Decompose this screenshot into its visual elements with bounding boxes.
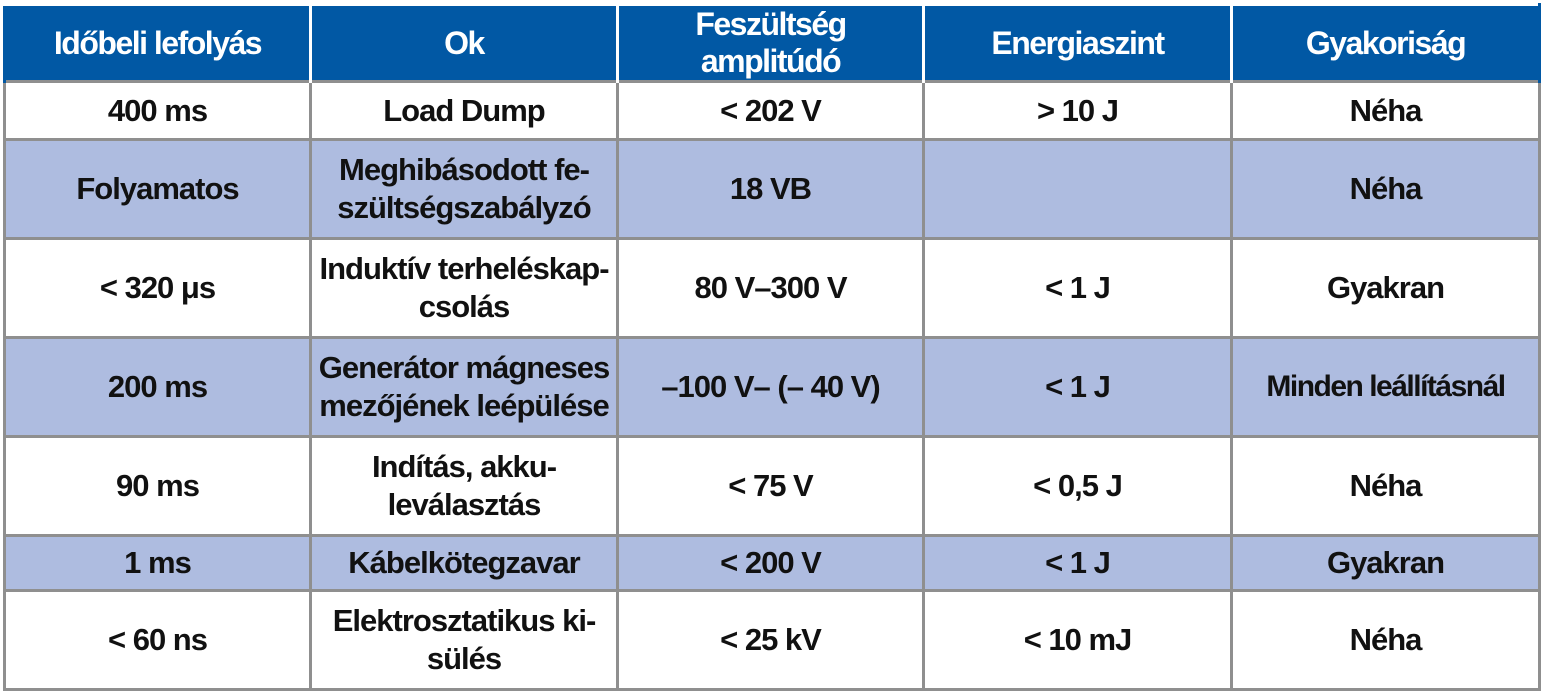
cell-duration: < 320 μs [5, 239, 311, 338]
header-frequency: Gyakoriság [1232, 5, 1540, 82]
cause-line: sülés [426, 641, 502, 676]
cell-cause [311, 437, 618, 536]
cell-frequency: Gyakran [1232, 239, 1540, 338]
cell-energy: < 10 mJ [924, 591, 1232, 690]
cause-line: Load Dump [383, 92, 545, 128]
cell-energy: < 1 J [924, 536, 1232, 591]
cell-duration: 90 ms [5, 437, 311, 536]
cell-amplitude: 80 V–300 V [618, 239, 924, 338]
cell-amplitude: –100 V– (– 40 V) [618, 338, 924, 437]
table-row [5, 536, 1540, 591]
cell-cause [311, 140, 618, 239]
cause-line: csolás [418, 289, 510, 324]
header-energy: Energiaszint [924, 5, 1232, 82]
table-row [5, 140, 1540, 239]
cell-cause [311, 536, 618, 591]
cell-frequency: Néha [1232, 591, 1540, 690]
cell-cause [311, 82, 618, 140]
cell-amplitude: < 202 V [618, 82, 924, 140]
cell-frequency: Néha [1232, 437, 1540, 536]
cell-cause [311, 338, 618, 437]
cell-frequency: Néha [1232, 140, 1540, 239]
table-row [5, 591, 1540, 690]
header-amplitude: Feszültség amplitúdó [618, 5, 924, 82]
header-cause: Ok [311, 5, 618, 82]
cause-line: Generátor mágneses [318, 350, 610, 385]
cell-energy: < 1 J [924, 338, 1232, 437]
table-header [5, 5, 1540, 82]
cause-line: Indítás, akku- [371, 449, 557, 484]
transient-table [3, 3, 1541, 691]
cause-line: Meghibásodott fe- [339, 152, 589, 187]
cell-energy [924, 140, 1232, 239]
cell-duration: 200 ms [5, 338, 311, 437]
cell-amplitude: < 75 V [618, 437, 924, 536]
cell-duration: 1 ms [5, 536, 311, 591]
cause-line: Kábelkötegzavar [348, 545, 580, 580]
cell-frequency: Minden leállításnál [1232, 338, 1540, 437]
table-row [5, 437, 1540, 536]
cause-line: leválasztás [387, 487, 541, 522]
cell-cause [311, 591, 618, 690]
cell-frequency: Néha [1232, 82, 1540, 140]
cell-energy: < 1 J [924, 239, 1232, 338]
cell-duration: 400 ms [5, 82, 311, 140]
table-row [5, 239, 1540, 338]
cell-amplitude: 18 VB [618, 140, 924, 239]
table-body [5, 82, 1540, 690]
table-row [5, 338, 1540, 437]
cell-amplitude: < 200 V [618, 536, 924, 591]
cell-cause [311, 239, 618, 338]
cell-amplitude: < 25 kV [618, 591, 924, 690]
cell-duration: Folyamatos [5, 140, 311, 239]
table-row [5, 82, 1540, 140]
cause-line: Elektrosztatikus ki- [332, 603, 596, 638]
cell-frequency: Gyakran [1232, 536, 1540, 591]
header-row [5, 5, 1540, 82]
header-duration: Időbeli lefolyás [5, 5, 311, 82]
cause-line: Induktív terheléskap- [319, 251, 609, 286]
cell-energy: > 10 J [924, 82, 1232, 140]
cell-energy: < 0,5 J [924, 437, 1232, 536]
cause-line: szültségszabályzó [337, 190, 591, 225]
cell-duration: < 60 ns [5, 591, 311, 690]
cause-line: mezőjének leépülése [319, 388, 609, 423]
